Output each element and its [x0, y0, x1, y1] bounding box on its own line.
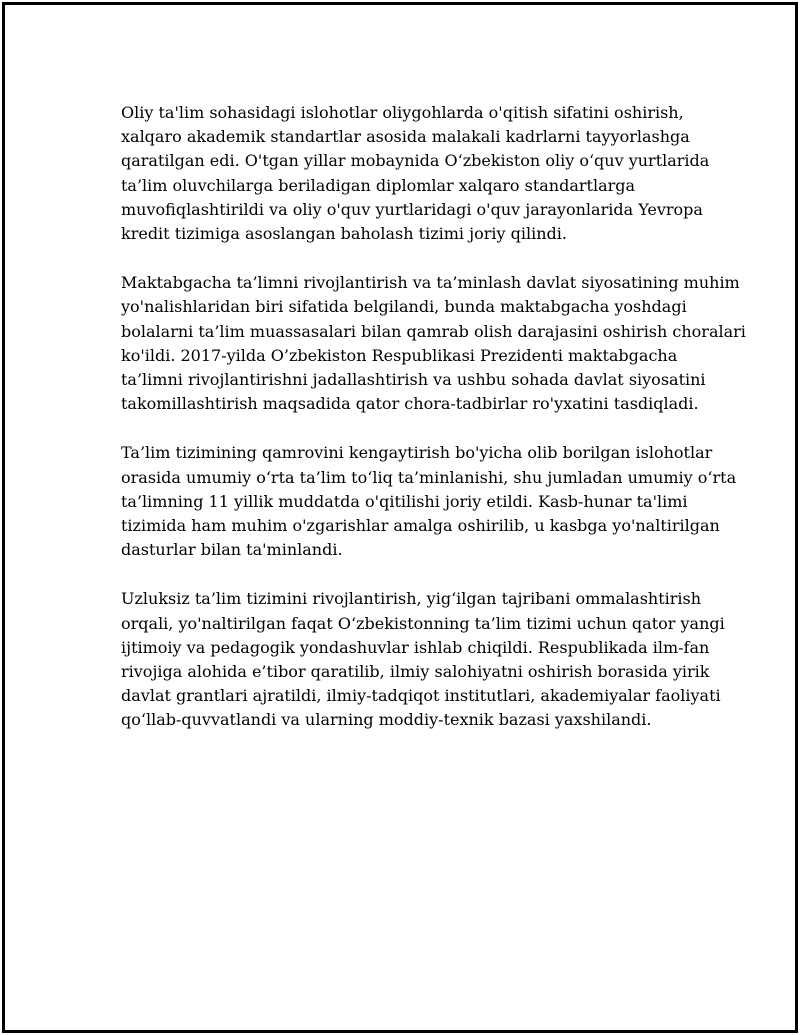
paragraph-line: xalqaro akademik standartlar asosida malakali kadrlarni tayyorlashga: [121, 127, 690, 147]
paragraph-line: Uzluksiz ta’lim tizimini rivojlantirish, yig‘ilgan tajribani ommalashtirish: [121, 589, 702, 609]
page-frame: [2, 2, 798, 1033]
paragraph-line: ta’limning 11 yillik muddatda o'qitilishi joriy etildi. Kasb-hunar ta'limi: [121, 491, 688, 511]
paragraph-1: [121, 101, 710, 246]
paragraph-4: [121, 587, 725, 732]
paragraph-line: Ta’lim tizimining qamrovini kengaytirish bo'yicha olib borilgan islohotlar: [121, 443, 713, 463]
paragraph-line: ijtimoiy va pedagogik yondashuvlar ishlab chiqildi. Respublikada ilm-fan: [121, 637, 710, 657]
paragraph-line: yo'nalishlaridan biri sifatida belgilandi, bunda maktabgacha yoshdagi: [121, 297, 687, 317]
paragraph-3: [121, 441, 737, 562]
paragraph-line: Oliy ta'lim sohasidagi islohotlar oliygohlarda o'qitish sifatini oshirish,: [121, 103, 684, 122]
paragraph-2: [121, 271, 746, 416]
paragraph-line: ko'ildi. 2017-yilda O’zbekiston Respublikasi Prezidenti maktabgacha: [121, 345, 678, 365]
paragraph-line: qaratilgan edi. O'tgan yillar mobaynida O‘zbekiston oliy o‘quv yurtlarida: [121, 151, 710, 171]
paragraph-line: Maktabgacha ta’limni rivojlantirish va ta’minlash davlat siyosatining muhim: [121, 273, 740, 293]
paragraph-line: orqali, yo'naltirilgan faqat O‘zbekistonning ta’lim tizimi uchun qator yangi: [121, 613, 725, 633]
paragraph-line: tizimida ham muhim o'zgarishlar amalga oshirilib, u kasbga yo'naltirilgan: [121, 516, 720, 536]
paragraph-line: qo‘llab-quvvatlandi va ularning moddiy-texnik bazasi yaxshilandi.: [121, 710, 652, 730]
paragraph-line: kredit tizimiga asoslangan baholash tizimi joriy qilindi.: [121, 224, 567, 244]
paragraph-line: ta’lim oluvchilarga beriladigan diplomlar xalqaro standartlarga: [121, 175, 636, 195]
paragraph-line: muvofiqlashtirildi va oliy o'quv yurtlaridagi o'quv jarayonlarida Yevropa: [121, 199, 703, 219]
paragraph-line: ta’limni rivojlantirishni jadallashtirish va ushbu sohada davlat siyosatini: [121, 370, 706, 390]
paragraph-line: takomillashtirish maqsadida qator chora-tadbirlar ro'yxatini tasdiqladi.: [121, 394, 699, 414]
document-body: [121, 101, 746, 758]
paragraph-line: dasturlar bilan ta'minlandi.: [121, 540, 343, 560]
paragraph-line: bolalarni ta’lim muassasalari bilan qamrab olish darajasini oshirish choralari: [121, 321, 746, 341]
paragraph-line: davlat grantlari ajratildi, ilmiy-tadqiqot institutlari, akademiyalar faoliyati: [121, 686, 721, 706]
paragraph-line: rivojiga alohida e’tibor qaratilib, ilmiy salohiyatni oshirish borasida yirik: [121, 662, 710, 682]
paragraph-line: orasida umumiy o‘rta ta’lim to‘liq ta’minlanishi, shu jumladan umumiy o‘rta: [121, 467, 737, 487]
